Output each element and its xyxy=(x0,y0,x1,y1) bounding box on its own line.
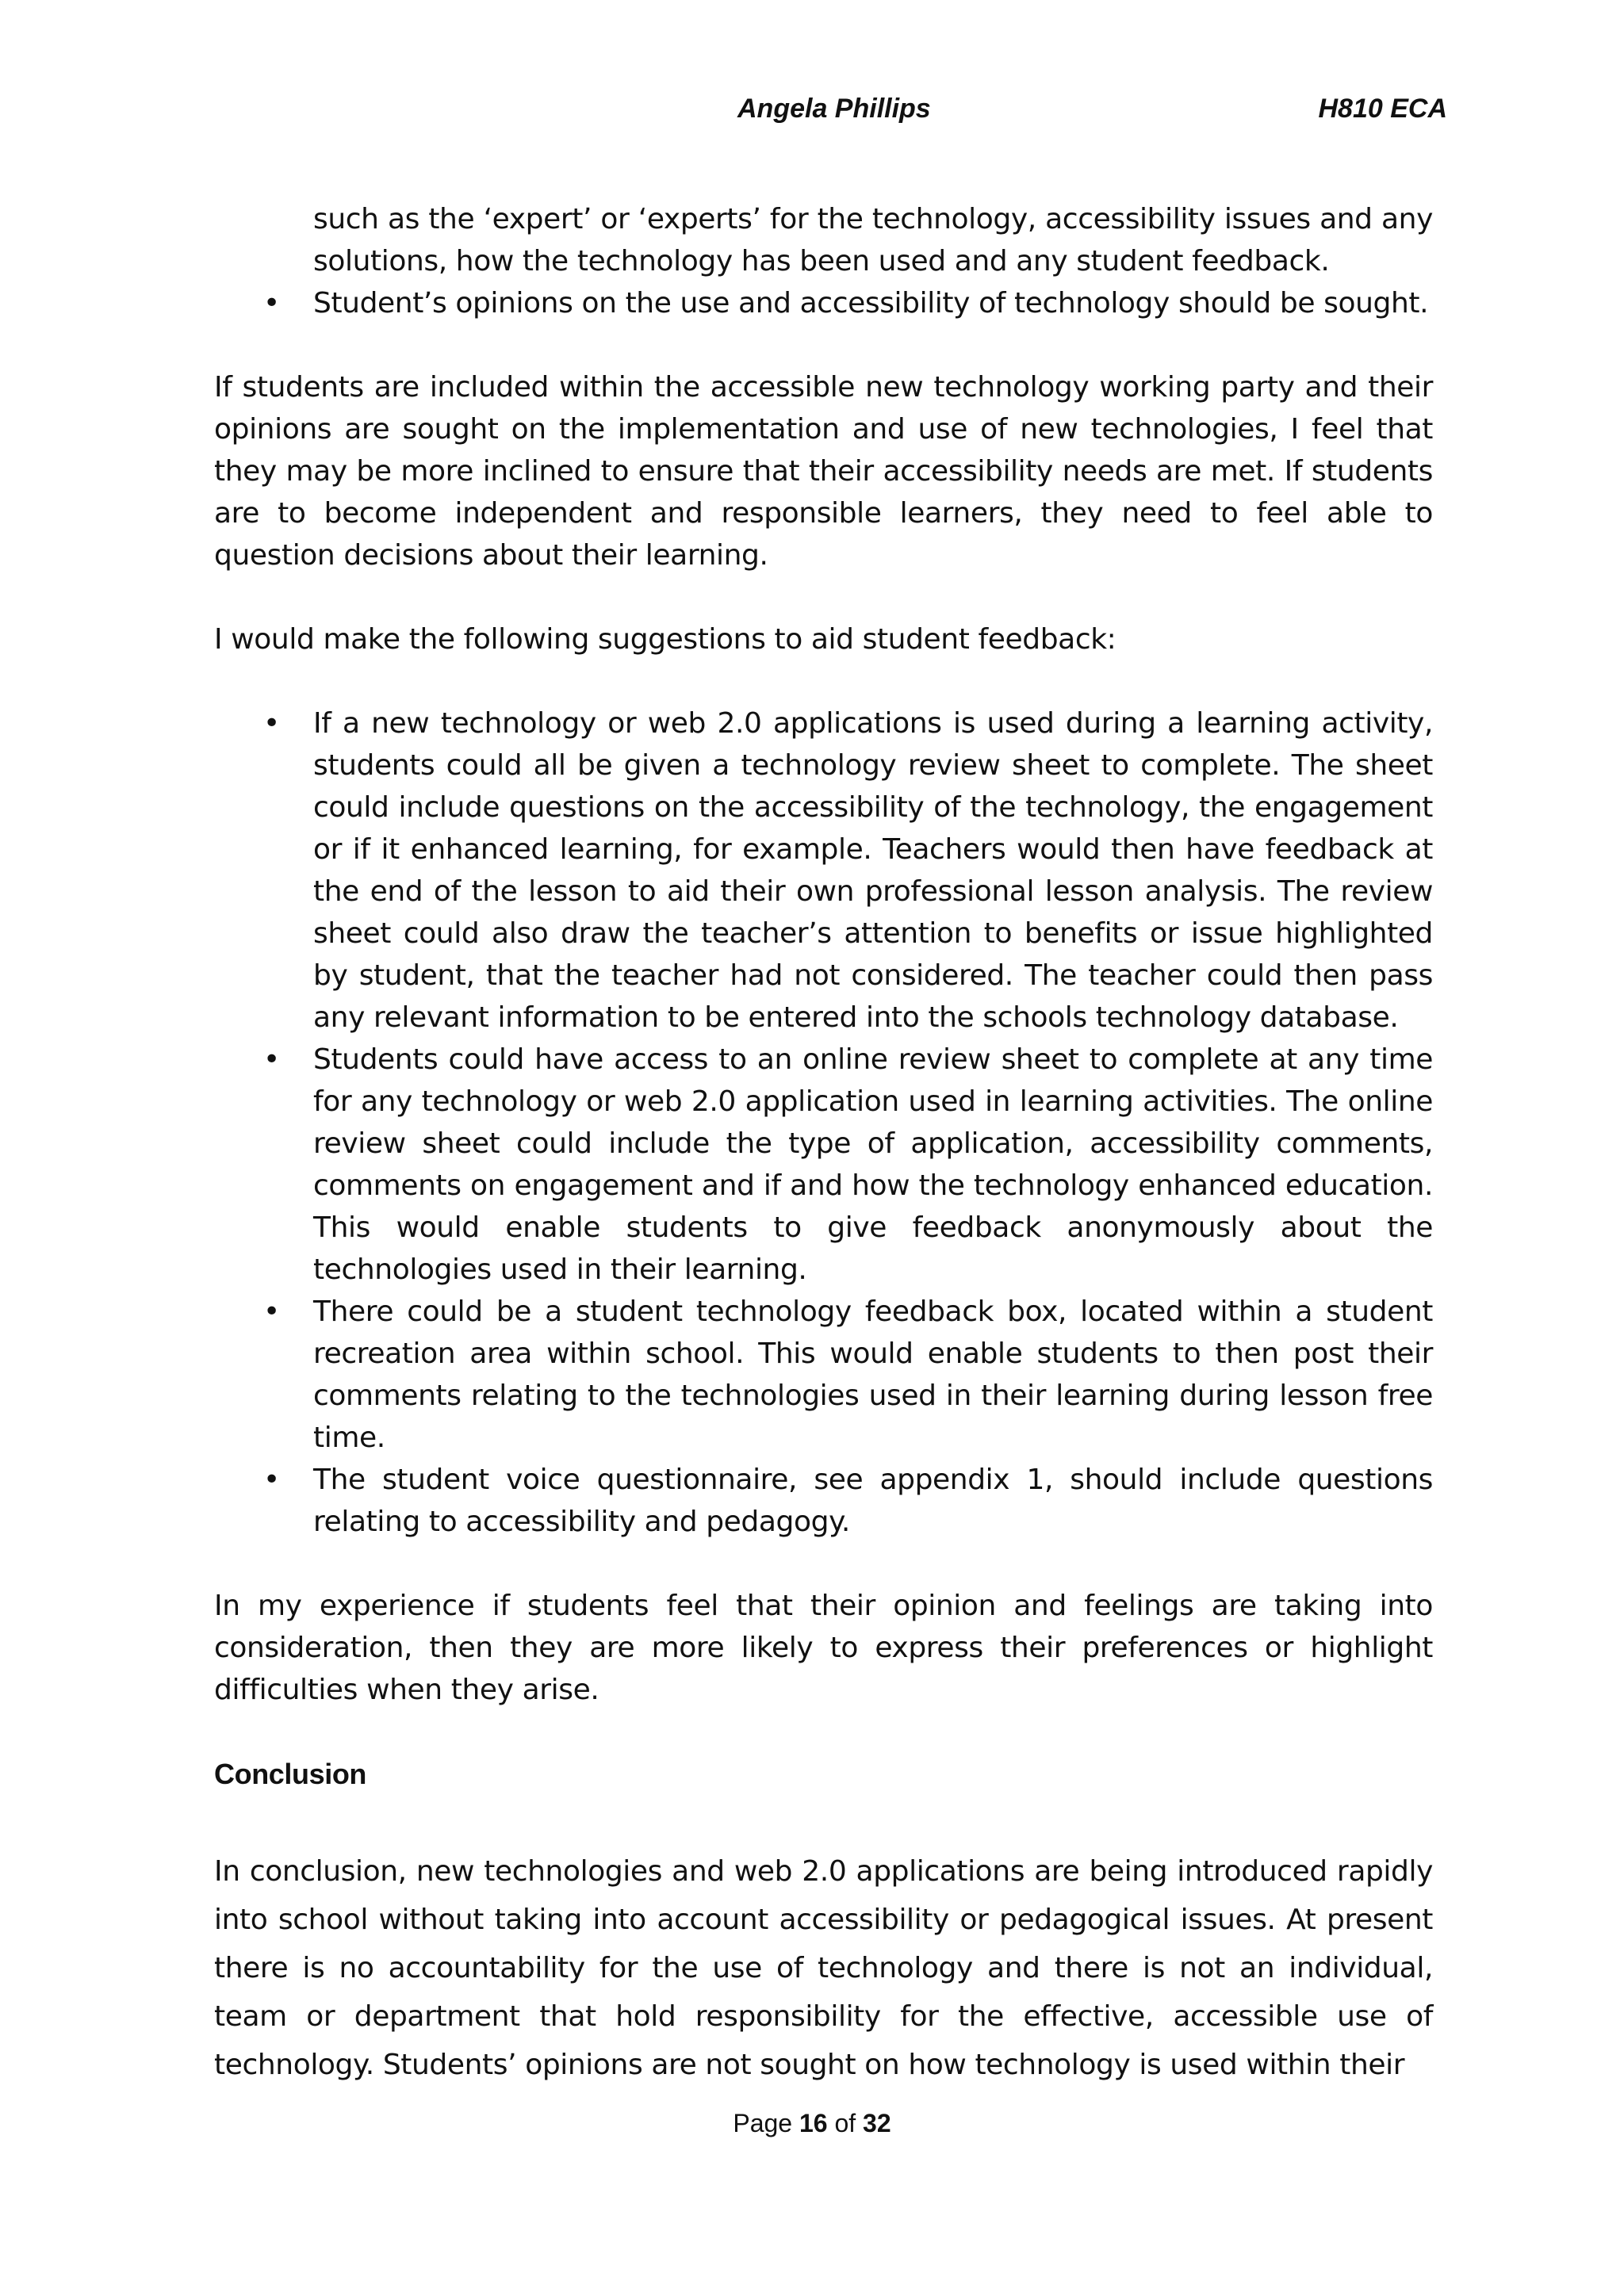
list-item xyxy=(214,1291,1433,1459)
list-item xyxy=(214,282,1433,324)
top-bullet-list xyxy=(214,198,1433,324)
header-course-code: H810 ECA xyxy=(1318,94,1447,124)
bullet-icon: • xyxy=(263,287,280,320)
bullet-icon: • xyxy=(263,1464,280,1496)
page-footer xyxy=(0,2109,1624,2138)
list-item-text: If a new technology or web 2.0 applications is used during a learning activity, students could all be given a technology review sheet to complete. The sheet could include questions on the accessibility of the technology, the engagement or if it enhanced learning, for example. Teachers would then have feedback at the end of the lesson to aid their own professional lesson analysis. The review sheet could also draw the teacher’s attention to benefits or issue highlighted by student, that the teacher had not considered. The teacher could then pass any relevant information to be entered into the schools technology database. xyxy=(313,707,1433,1034)
list-item-text: The student voice questionnaire, see appendix 1, should include questions relating to accessibility and pedagogy. xyxy=(313,1464,1433,1538)
list-item-text: There could be a student technology feedback box, located within a student recreation area within school. This would enable students to then post their comments relating to the technologies used in their learning during lesson free time. xyxy=(313,1295,1433,1454)
paragraph-experience: In my experience if students feel that their opinion and feelings are taking into consideration, then they are more likely to express their preferences or highlight difficulties when they arise. xyxy=(214,1590,1433,1706)
footer-of-label: of xyxy=(834,2109,856,2137)
section-heading-conclusion: Conclusion xyxy=(214,1758,366,1790)
footer-page-label: Page xyxy=(733,2109,793,2137)
list-item-text: Student’s opinions on the use and accessibility of technology should be sought. xyxy=(313,287,1429,320)
list-item xyxy=(214,702,1433,1039)
document-body xyxy=(214,198,1433,2089)
footer-page-number: 16 xyxy=(799,2109,828,2137)
paragraph-suggestions-intro: I would make the following suggestions to aid student feedback: xyxy=(214,623,1116,656)
bullet-icon: • xyxy=(263,1295,280,1328)
header-author: Angela Phillips xyxy=(737,94,931,124)
list-item xyxy=(214,1039,1433,1291)
list-item-continuation: such as the ‘expert’ or ‘experts’ for the technology, accessibility issues and any solutions, how the technology has been used and any student feedback. xyxy=(313,203,1433,277)
bullet-icon: • xyxy=(263,1043,280,1076)
bullet-icon: • xyxy=(263,707,280,740)
footer-total-pages: 32 xyxy=(863,2109,891,2137)
list-item xyxy=(214,1459,1433,1543)
paragraph-student-inclusion: If students are included within the accessible new technology working party and their opinions are sought on the implementation and use of new technologies, I feel that they may be more inclined to ensure that their accessibility needs are met. If students are to become independent and responsible learners, they need to feel able to question decisions about their learning. xyxy=(214,371,1433,572)
list-item-text: Students could have access to an online review sheet to complete at any time for any technology or web 2.0 application used in learning activities. The online review sheet could include the type of application, accessibility comments, comments on engagement and if and how the technology enhanced education. This would enable students to give feedback anonymously about the technologies used in their learning. xyxy=(313,1043,1433,1286)
page-header xyxy=(214,94,1447,133)
paragraph-conclusion: In conclusion, new technologies and web 2.0 applications are being introduced rapidly into school without taking into account accessibility or pedagogical issues. At present there is no accountability for the use of technology and there is not an individual, team or department that hold responsibility for the effective, accessible use of technology. Students’ opinions are not sought on how technology is used within their xyxy=(214,1855,1433,2081)
suggestions-list xyxy=(214,702,1433,1543)
